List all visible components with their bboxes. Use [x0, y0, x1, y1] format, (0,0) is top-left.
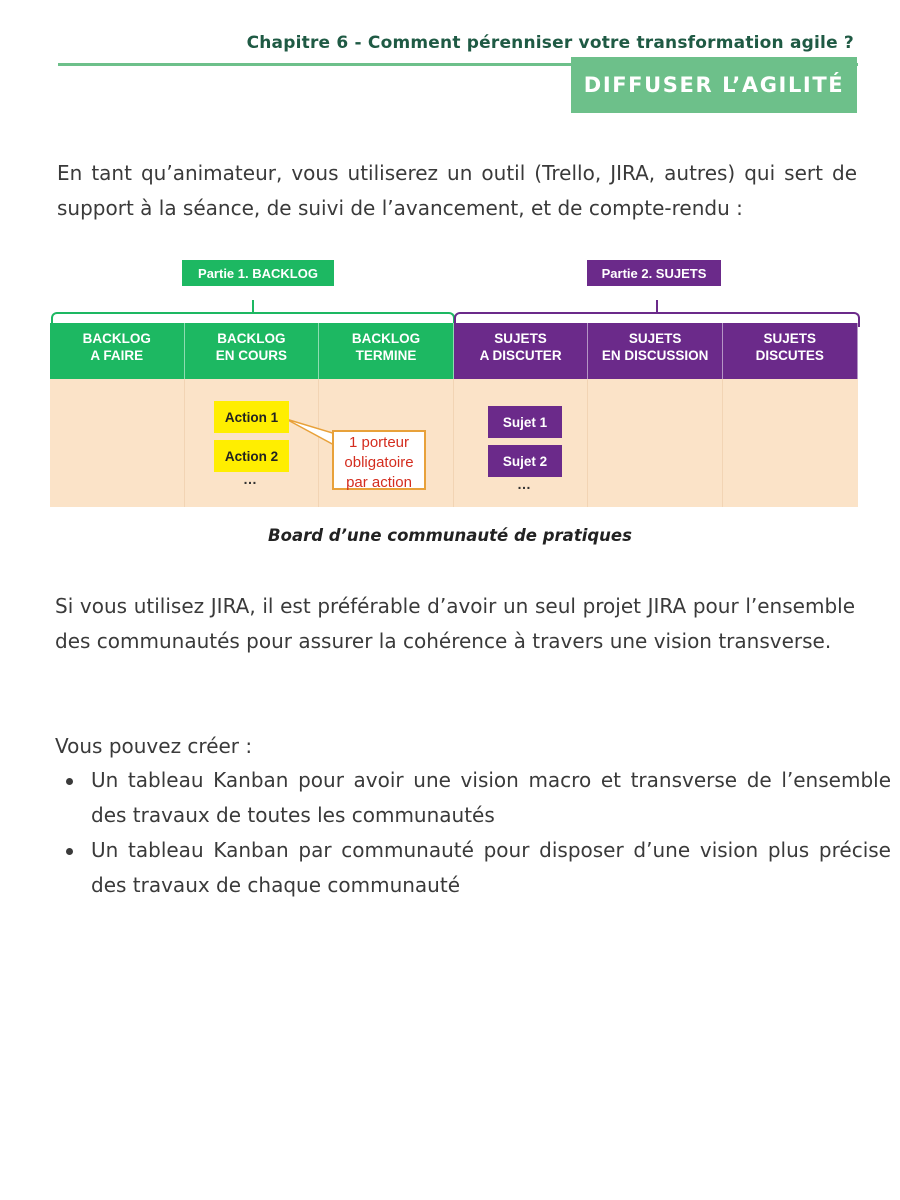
action-card: Action 1	[214, 401, 289, 433]
column-header-sujets-a-discuter: SUJETS A DISCUTER	[454, 323, 589, 379]
subject-card: Sujet 2	[488, 445, 562, 477]
column-header-backlog-a-faire: BACKLOG A FAIRE	[50, 323, 185, 379]
list-item: Un tableau Kanban pour avoir une vision macro et transverse de l’ensemble des travaux de toutes les communautés	[91, 763, 891, 833]
subject-card: Sujet 1	[488, 406, 562, 438]
callout-connector	[50, 260, 860, 510]
subject-ellipsis: …	[517, 476, 531, 492]
intro-paragraph: En tant qu’animateur, vous utiliserez un outil (Trello, JIRA, autres) qui sert de support à la séance, de suivi de l’avancement, et de compte-rendu :	[57, 161, 857, 220]
callout-box: 1 porteur obligatoire par action	[332, 430, 426, 490]
column-header-sujets-discutes: SUJETS DISCUTES	[723, 323, 858, 379]
action-card: Action 2	[214, 440, 289, 472]
create-intro: Vous pouvez créer :	[55, 734, 253, 758]
part1-label: Partie 1. BACKLOG	[182, 260, 334, 286]
column-header-backlog-termine: BACKLOG TERMINE	[319, 323, 454, 379]
part2-label: Partie 2. SUJETS	[587, 260, 721, 286]
create-list	[55, 763, 891, 903]
jira-paragraph: Si vous utilisez JIRA, il est préférable d’avoir un seul projet JIRA pour l’ensemble des communautés pour assurer la cohérence à travers une vision transverse.	[55, 594, 855, 653]
column-header-backlog-en-cours: BACKLOG EN COURS	[185, 323, 320, 379]
board-figure	[50, 260, 860, 510]
list-item: Un tableau Kanban par communauté pour disposer d’une vision plus précise des travaux de chaque communauté	[91, 833, 891, 903]
column-header-sujets-en-discussion: SUJETS EN DISCUSSION	[588, 323, 723, 379]
action-ellipsis: …	[243, 471, 257, 487]
section-badge: DIFFUSER L’AGILITÉ	[571, 57, 857, 113]
chapter-title: Chapitre 6 - Comment pérenniser votre transformation agile ?	[246, 33, 854, 53]
figure-caption: Board d’une communauté de pratiques	[268, 526, 632, 545]
